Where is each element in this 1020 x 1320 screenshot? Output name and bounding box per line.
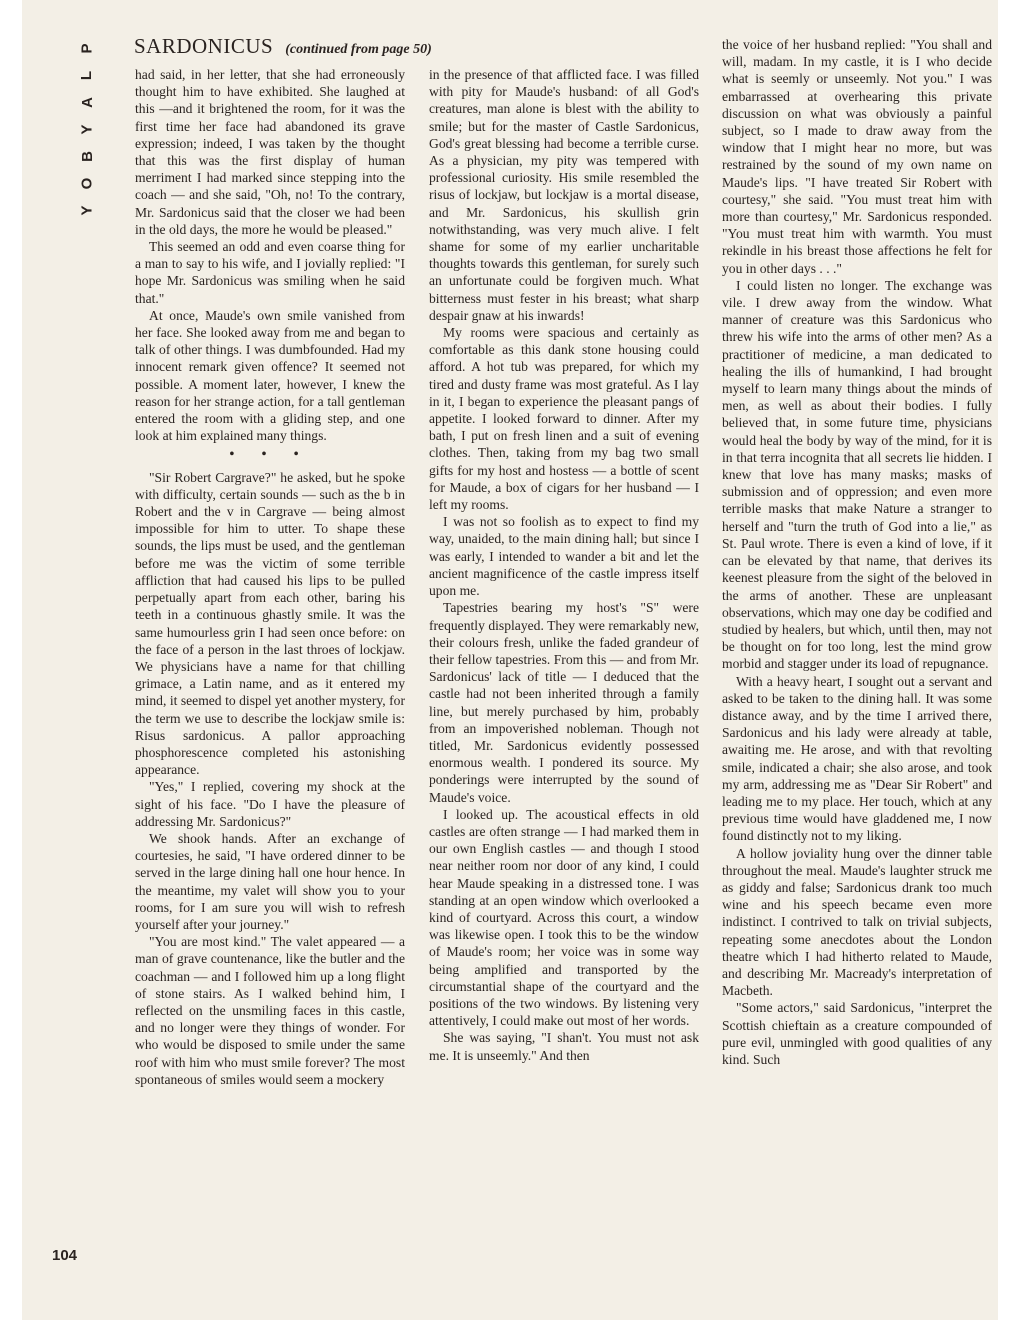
story-title: SARDONICUS [134,34,274,58]
paragraph: I looked up. The acoustical effects in old castles are often strange — I had marked them in our own English castles — and though I stood near neither room nor door of any kind, I could hear Maude speaking in a distressed tone. I was standing at an open window which overlooked a kind of courtyard. Across this court, a window was likewise open. I took this to be the window of Maude's room; her voice was in some way being amplified and transported by the circumstantial shape of the courtyard and the positions of the two windows. By listening very attentively, I could make out most of her words. [429,806,699,1029]
sidebar-letter: O [78,177,96,190]
sidebar-letter: Y [78,205,96,216]
paragraph: had said, in her letter, that she had erroneously thought him to have exhibited. She laughed at this —and it brightened the room, for it was the first time her face had abandoned its grave expression; indeed, I was taken by the thought that this was the first display of human merriment I had marked since stepping into the coach — and she said, "Oh, no! To the contrary, Mr. Sardonicus said that the closer we had been in the old days, the more he would be pleased." [135,67,405,237]
text-column-3 [722,36,992,1276]
sidebar-letter: P [78,43,96,54]
sidebar-letter: B [78,151,96,162]
paragraph: A hollow joviality hung over the dinner table throughout the meal. Maude's laughter struck me as giddy and false; Sardonicus drank too much wine and his speech became even more indistinct. I contrived to talk on trivial subjects, repeating some anecdotes about the London theatre which I had hitherto related to Maude, and describing Mr. Macready's interpretation of Macbeth. [722,845,992,999]
paragraph: in the presence of that afflicted face. I was filled with pity for Maude's husband: of all God's creatures, man alone is blest with the ability to smile; but for the master of Castle Sardonicus, God's great blessing had become a terrible curse. As a physician, my pity was tempered with professional curiosity. His smile resembled the risus of lockjaw, but lockjaw is a mortal disease, and Mr. Sardonicus, his skullish grin notwithstanding, was very much alive. I felt shame for some of my earlier uncharitable thoughts towards this gentleman, for surely such an unfortunate could be forgiven much. What bitterness must fester in his breast; what sharp despair gnaw at his inwards! [429,67,699,323]
story-header [134,34,432,60]
paragraph: "You are most kind." The valet appeared — a man of grave countenance, like the butler and the coachman — and I followed him up a long flight of stone stairs. As I walked behind him, I reflected on the unsmiling faces in this castle, and no longer were they things of wonder. For who would be disposed to smile under the same roof with him who must smile forever? The most spontaneous of smiles would seem a mockery [135,934,405,1087]
paragraph: At once, Maude's own smile vanished from her face. She looked away from me and began to talk of other things. I was dumbfounded. Had my innocent remark given offence? It seemed not possible. A moment later, however, I knew the reason for her strange action, for a tall gentleman entered the room with a gliding step, and one look at him explained many things. [135,307,405,444]
paragraph: "Sir Robert Cargrave?" he asked, but he spoke with difficulty, certain sounds — such as the b in Robert and the v in Cargrave — being almost impossible for him to utter. To shape these sounds, the lips must be used, and the gentleman before me was the victim of some terrible affliction that had caused his lips to be pulled perpetually apart from each other, baring his teeth in a continuous ghastly smile. It was the same humourless grin I had seen once before: on the face of a person in the last throes of lockjaw. We physicians have a name for that chilling grimace, a Latin name, and as it entered my mind, it seemed to dispel yet another mystery, for the term we use to describe the lockjaw smile is: Risus sardonicus. A pallor approaching phosphorescence completed his astonishing appearance. [135,469,405,778]
paragraph: Tapestries bearing my host's "S" were frequently displayed. They were remarkably new, their colours fresh, unlike the faded grandeur of their fellow tapestries. From this — and from Mr. Sardonicus' lack of title — I deduced that the castle had not been inherited through a family line, but merely purchased by him, probably from an impoverished nobleman. Though not titled, Mr. Sardonicus evidently possessed enormous wealth. I pondered its source. My ponderings were interrupted by the sound of Maude's voice. [429,600,699,805]
text-column-2 [429,66,699,1276]
sidebar-letter: Y [78,124,96,135]
section-break: • • • [229,446,311,462]
continued-note: (continued from page 50) [285,42,432,57]
page-number: 104 [52,1247,78,1264]
paragraph: the voice of her husband replied: "You shall and will, madam. In my castle, it is I who decide what is seemly or unseemly. Not you." I was embarrassed at overhearing this private discussion on what was obviously a painful subject, so I made to draw away from the window that I might hear no more, but was restrained by the sound of my own name on Maude's lips. "I have treated Sir Robert with courtesy," she said. "You must treat him with more than courtesy," Mr. Sardonicus responded. "You must treat him with warmth. You must rekindle in his breast those affections he felt for you in other days . . ." [722,37,992,276]
magazine-sidebar-title [74,38,100,227]
paragraph: "Some actors," said Sardonicus, "interpret the Scottish chieftain as a creature compounded of pure evil, unmingled with good qualities of any kind. Such [722,1000,992,1067]
paragraph: My rooms were spacious and certainly as comfortable as this dank stone housing could afford. A hot tub was prepared, for which my tired and dusty frame was most grateful. As I lay in it, I began to experience the pleasant pangs of appetite. I looked forward to dinner. After my bath, I put on fresh linen and a suit of evening clothes. Then, taking from my bag two small gifts for my host and hostess — a bottle of scent for Maude, a box of cigars for her husband — I left my rooms. [429,325,699,513]
magazine-page [22,0,998,1320]
sidebar-letter: L [78,70,96,81]
paragraph: We shook hands. After an exchange of courtesies, he said, "I have ordered dinner to be served in the large dining hall one hour hence. In the meantime, my valet will show you to your rooms, for I am sure you will wish to refresh yourself after your journey." [135,830,405,932]
paragraph: "Yes," I replied, covering my shock at the sight of his face. "Do I have the pleasure of addressing Mr. Sardonicus?" [135,779,405,829]
text-column-1 [135,66,405,1276]
paragraph: I could listen no longer. The exchange was vile. I drew away from the window. What manner of creature was this Sardonicus who threw his wife into the arms of other men? As a practitioner of medicine, a man dedicated to healing the ills of humankind, I had brought myself to learn many things about the minds of men, as well as about their bodies. I fully believed that, in some future time, physicians would heal the body by way of the mind, for it is in that terra incognita that all secrets lie hidden. I knew that love has many masks; masks of submission and of oppression; and even more terrible masks that make Nature a stranger to herself and "turn the truth of God into a lie," as St. Paul wrote. There is even a kind of love, if it can be elevated by that name, that derives its keenest pleasure from the sight of the beloved in the arms of another. These are unpleasant observations, which may one day be codified and studied by healers, but which, until then, may not be thought on for too long, lest the mind grow morbid and stagger under its load of repugnance. [722,277,992,672]
paragraph: She was saying, "I shan't. You must not ask me. It is unseemly." And then [429,1030,699,1063]
paragraph: I was not so foolish as to expect to find my way, unaided, to the main dining hall; but since I was early, I intended to wander a bit and let the ancient magnificence of the castle impress itself upon me. [429,514,699,599]
paragraph: With a heavy heart, I sought out a servant and asked to be taken to the dining hall. It was some distance away, and by the time I arrived there, Sardonicus and his lady were already at table, awaiting me. He arose, and with that revolting smile, indicated a chair; she also arose, and took my arm, addressing me as "Dear Sir Robert" and leading me to my place. Her touch, which at any previous time would have gladdened me, I now found distinctly not to my liking. [722,673,992,844]
sidebar-letter: A [78,97,96,108]
paragraph: This seemed an odd and even coarse thing for a man to say to his wife, and I jovially replied: "I hope Mr. Sardonicus was smiling when he said that." [135,239,405,306]
